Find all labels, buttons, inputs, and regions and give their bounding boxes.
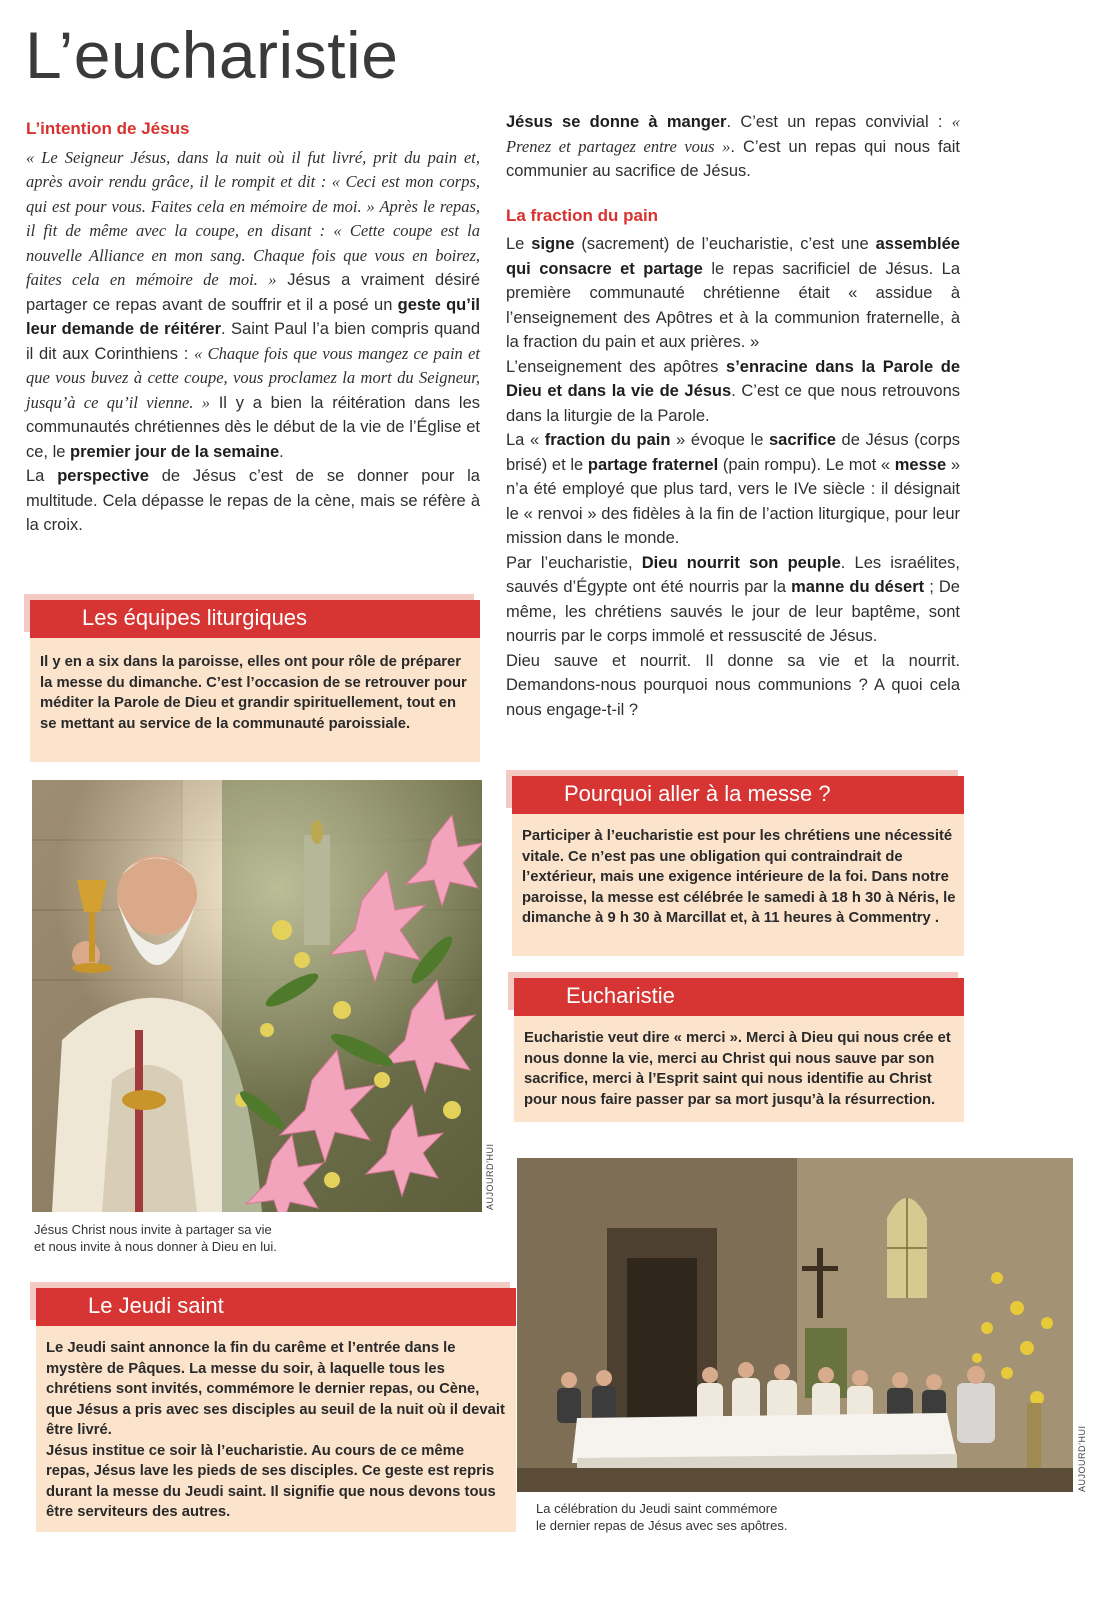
question-paragraph: Dieu sauve et nourrit. Il donne sa vie et la nourrit. Demandons-nous pourquoi nous communions ? A quoi cela nous engage-t-il ? — [506, 651, 960, 719]
box-heading-messe: Pourquoi aller à la messe ? — [512, 776, 964, 814]
box-heading-equipes: Les équipes liturgiques — [30, 600, 480, 638]
photo-priest-eucharist — [32, 780, 482, 1212]
fraction-paragraph: La « fraction du pain » évoque le sacrifice de Jésus (corps brisé) et le partage fraternel (pain rompu). Le mot « messe » n’a été employé que plus tard, vers le IVe siècle : il désignait le « renvoi » des fidèles à la fin de l’action liturgique, pour leur mission dans le monde. — [506, 431, 961, 547]
priest-illustration — [32, 780, 482, 1212]
box-eucharistie — [514, 983, 964, 1122]
nourrit-paragraph: Par l’eucharistie, Dieu nourrit son peuple. Les israélites, sauvés d’Égypte ont été nourris par la manne du désert ; De même, les chrétiens sauvés le jour de leur baptême, sont nourris par le corps immolé et ressuscité de Jésus. — [506, 553, 960, 645]
section-heading-fraction: La fraction du pain — [506, 205, 659, 225]
right-column-text — [506, 110, 960, 722]
church-illustration — [517, 1158, 1073, 1492]
box-body-jeudi: Le Jeudi saint annonce la fin du carême et l’entrée dans le mystère de Pâques. La messe du soir, à laquelle tous les chrétiens sont invités, commémore le dernier repas, ou Cène, que Jésus a pris avec ses disciples au seuil de la nuit où il devait être livré. Jésus institue ce soir là l’eucharistie. Au cours de ce même repas, Jésus lave les pieds de ses disciples. Ce geste est repris durant la messe du Jeudi saint. Il signifie que nous devons tous être serviteurs des autres. — [46, 1340, 505, 1520]
box-heading-eucharistie: Eucharistie — [514, 978, 964, 1016]
convivial-paragraph: Jésus se donne à manger. C’est un repas convivial : « Prenez et partagez entre vous ». C’est un repas qui nous fait communier au sacrifice de Jésus. — [506, 112, 961, 180]
box-equipes-liturgiques — [30, 605, 480, 762]
intention-section — [26, 117, 480, 538]
lily-flowers — [222, 780, 482, 1212]
box-pourquoi-messe — [512, 781, 964, 956]
box-jeudi-saint — [36, 1293, 516, 1532]
signe-paragraph: Le signe (sacrement) de l’eucharistie, c’est une assemblée qui consacre et partage le repas sacrificiel de Jésus. La première communauté chrétienne était « assidue à l’enseignement des Apôtres et à la communion fraternelle, à la fraction du pain et aux prières. » — [506, 235, 960, 351]
photo1-caption: Jésus Christ nous invite à partager sa vie et nous invite à nous donner à Dieu en lui. — [34, 1222, 277, 1254]
photo-jeudi-saint-celebration — [517, 1158, 1073, 1492]
box-body-equipes: Il y en a six dans la paroisse, elles ont pour rôle de préparer la messe du dimanche. C’est l’occasion de se retrouver pour méditer la Parole de Dieu et grandir spirituellement, tout en se mettant au service de la communauté paroissiale. — [40, 654, 467, 732]
quote-cene: « Le Seigneur Jésus, dans la nuit où il fut livré, prit du pain et, après avoir rendu grâce, il le rompit et dit : « Ceci est mon corps, qui est pour vous. Faites cela en mémoire de moi. » Après le repas, il fit de même avec la coupe, en disant : « Cette coupe est la nouvelle Alliance en mon sang. Chaque fois que vous en boirez, faites cela en mémoire de moi. » — [26, 147, 480, 289]
perspective-paragraph: La perspective de Jésus c’est de se donner pour la multitude. Cela dépasse le repas de la cène, mais se réfère à la croix. — [26, 467, 480, 534]
intention-paragraph: « Le Seigneur Jésus, dans la nuit où il fut livré, prit du pain et, après avoir rendu grâce, il le rompit et dit : « Ceci est mon corps, qui est pour vous. Faites cela en mémoire de moi. » Après le repas, il fit de même avec la coupe, en disant : « Cette coupe est la nouvelle Alliance en mon sang. Chaque fois que vous en boirez, faites cela en mémoire de moi. » Jésus a vraiment désiré partager ce repas avant de souffrir et il a posé un geste qu’il leur demande de réitérer. Saint Paul l’a bien compris quand il dit aux Corinthiens : « Chaque fois que vous mangez ce pain et que vous buvez à cette coupe, vous proclamez la mort du Seigneur, jusqu’à ce qu’il vienne. » Il y a bien la réitération dans les communautés chrétiennes dès le début de la vie de l’Église et ce, le premier jour de la semaine. — [26, 147, 480, 461]
box-heading-jeudi: Le Jeudi saint — [36, 1288, 516, 1326]
photo2-caption: La célébration du Jeudi saint commémore le dernier repas de Jésus avec ses apôtres. — [536, 1501, 788, 1533]
box-body-eucharistie: Eucharistie veut dire « merci ». Merci à Dieu qui nous crée et nous donne la vie, merci au Christ qui nous sauve par son sacrifice, merci à l’Esprit saint qui nous identifie au Christ pour nous faire passer par sa mort jusqu’à la résurrection. — [524, 1030, 951, 1108]
quote-corinthiens: « Chaque fois que vous mangez ce pain et que vous buvez à cette coupe, vous proclamez la mort du Seigneur, jusqu’à ce qu’il vienne. » — [26, 343, 480, 412]
section-heading-intention: L’intention de Jésus — [26, 119, 190, 138]
box-body-messe: Participer à l’eucharistie est pour les chrétiens une nécessité vitale. Ce n’est pas une obligation qui contraindrait de l’extérieur, mais une exigence intérieure de la foi. Dans notre paroisse, la messe est célébrée le samedi à 18 h 30 à Néris, le dimanche à 9 h 30 à Marcillat et, à 11 heures à Commentry . — [522, 828, 956, 926]
photo1-credit: AUJOURD’HUI — [485, 1143, 495, 1210]
enseignement-paragraph: L’enseignement des apôtres s’enracine dans la Parole de Dieu et dans la vie de Jésus. C’est ce que nous retrouvons dans la liturgie de la Parole. — [506, 357, 960, 425]
photo2-credit: AUJOURD’HUI — [1077, 1425, 1087, 1492]
page-title: L’eucharistie — [25, 18, 399, 92]
